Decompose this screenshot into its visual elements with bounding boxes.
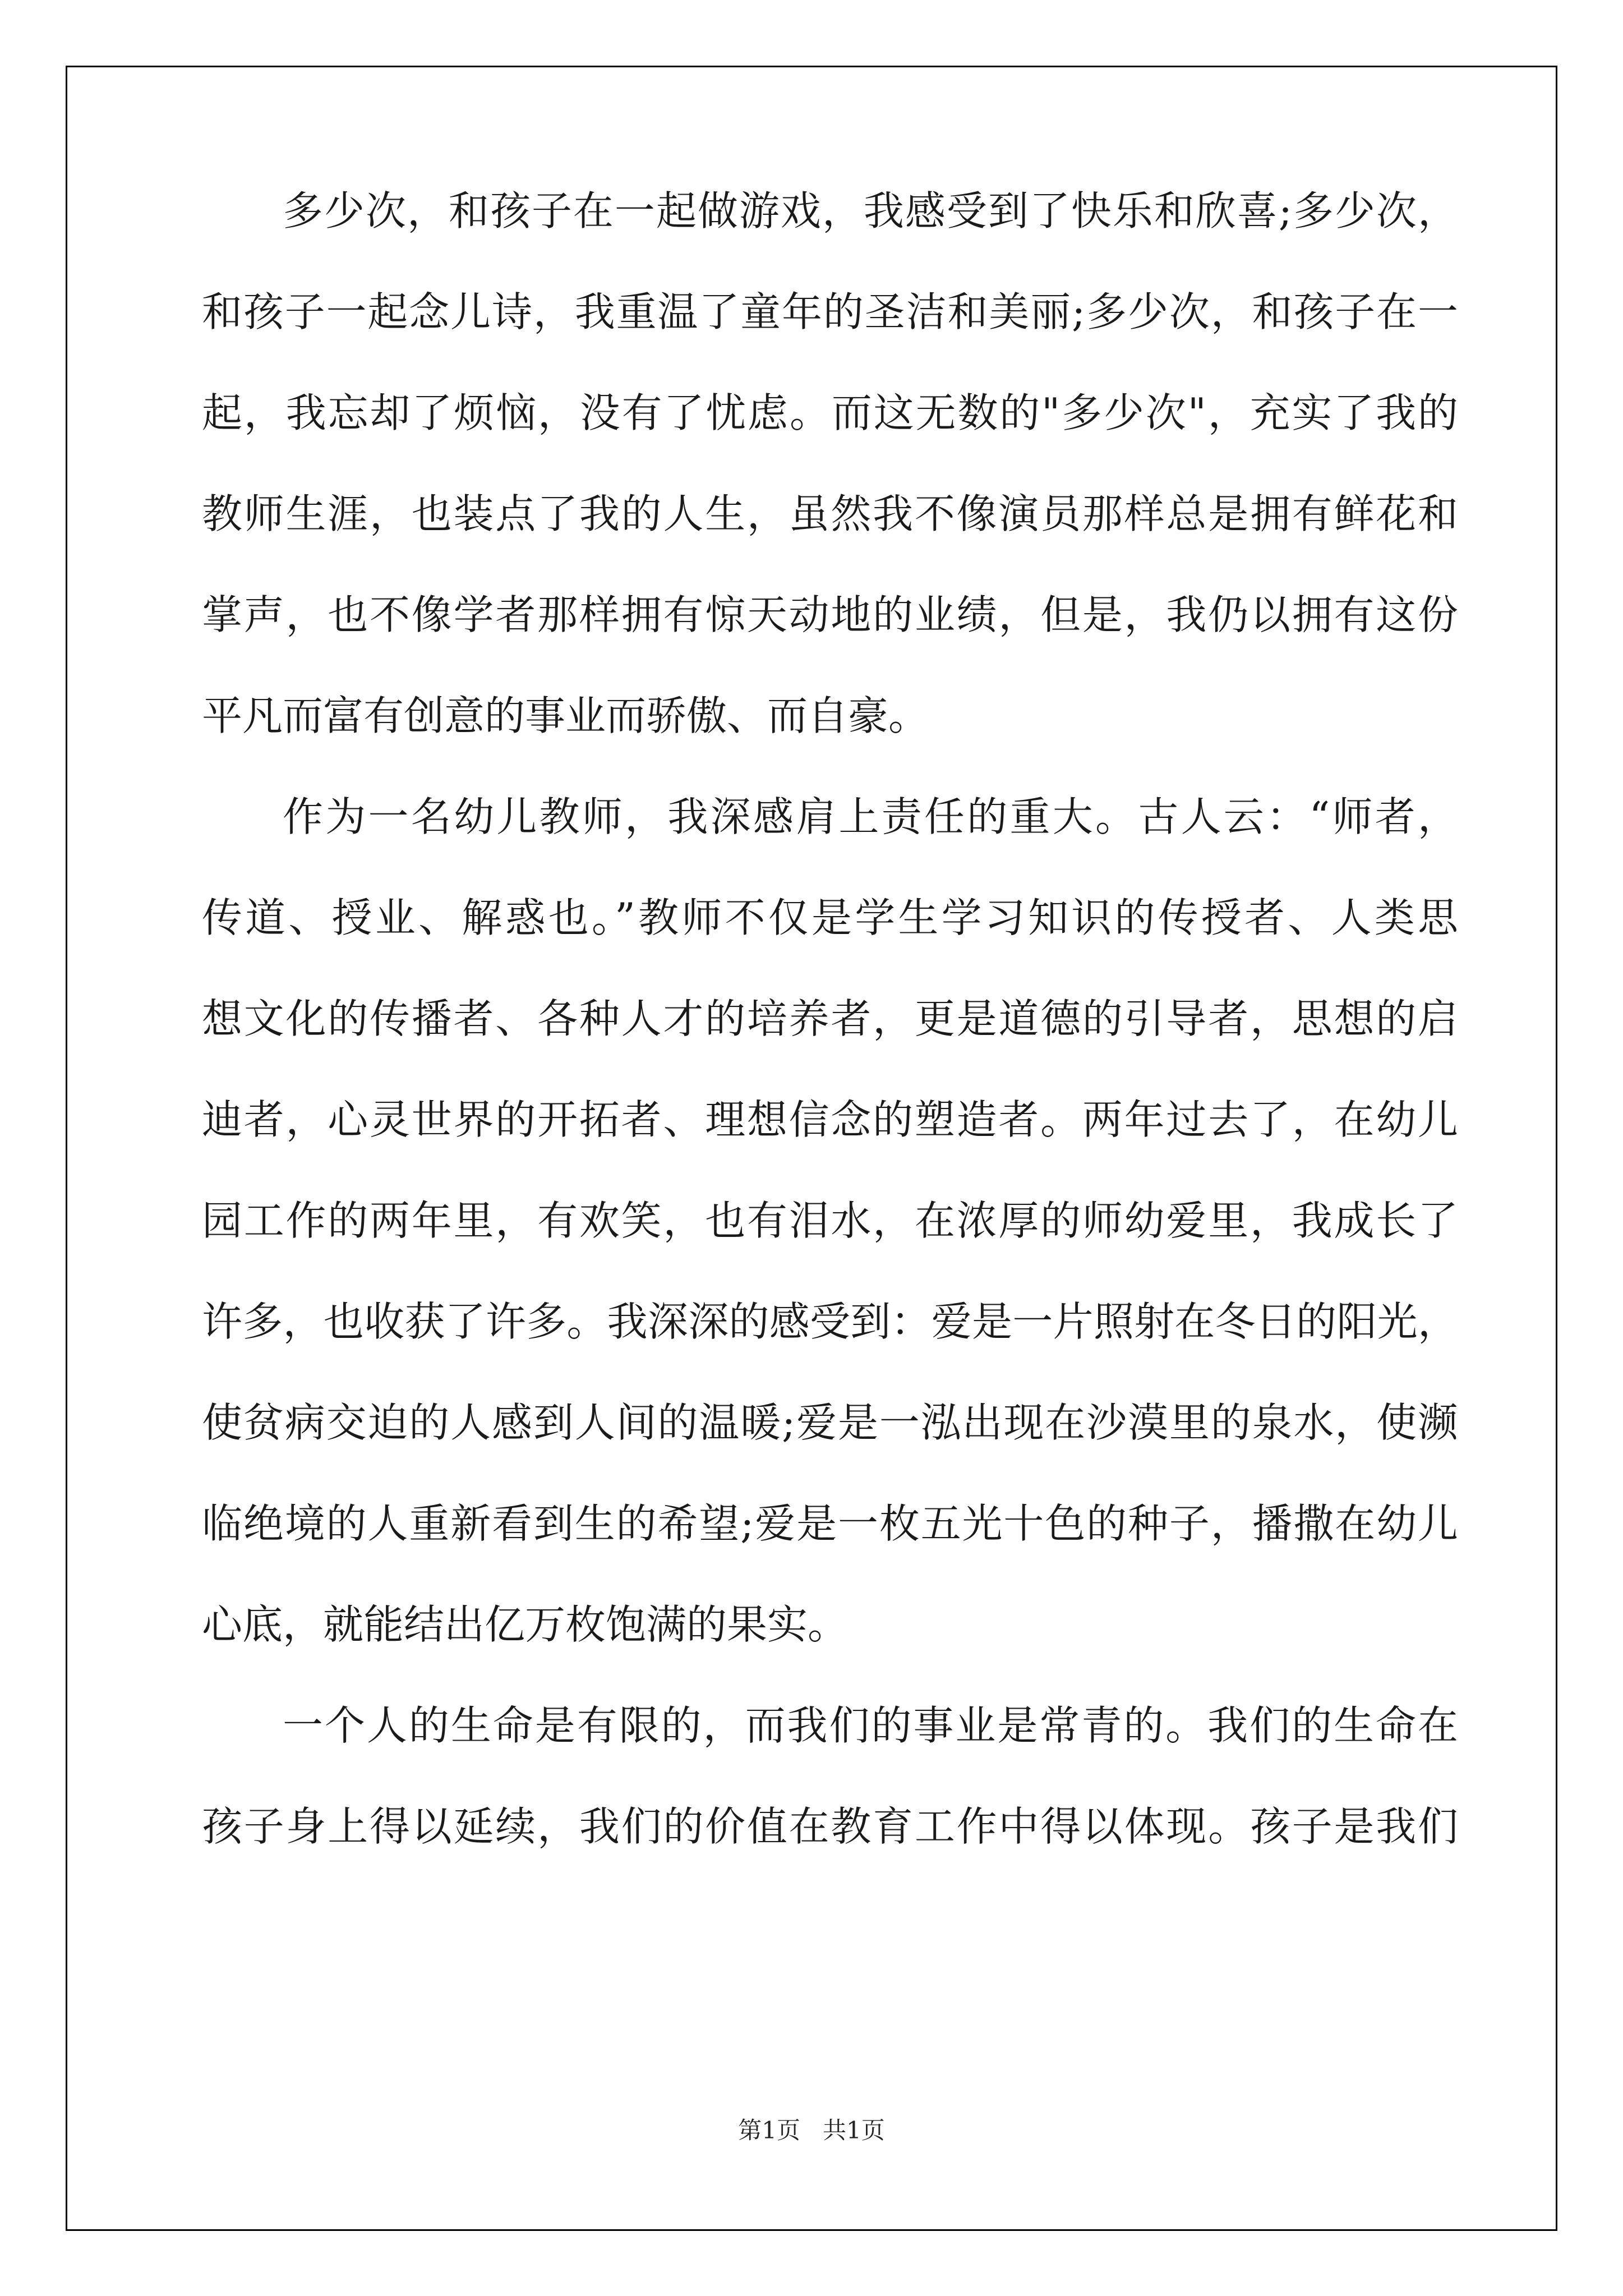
paragraph-2-line-3: 想文化的传播者、各种人才的培养者，更是道德的引导者，思想的启 — [202, 995, 1458, 1042]
paragraph-1-line-2: 和孩子一起念儿诗，我重温了童年的圣洁和美丽;多少次，和孩子在一 — [202, 288, 1458, 335]
paragraph-2-line-9: 心底，就能结出亿万枚饱满的果实。 — [202, 1601, 849, 1648]
paragraph-3-line-1: 一个人的生命是有限的，而我们的事业是常青的。我们的生命在 — [283, 1702, 1458, 1749]
page-footer — [0, 2114, 1623, 2147]
paragraph-1-line-1: 多少次，和孩子在一起做游戏，我感受到了快乐和欣喜;多少次， — [283, 187, 1458, 234]
paragraph-2-line-5: 园工作的两年里，有欢笑，也有泪水，在浓厚的师幼爱里，我成长了 — [202, 1197, 1458, 1244]
paragraph-1-line-6: 平凡而富有创意的事业而骄傲、而自豪。 — [202, 692, 929, 739]
page-number: 第1页 — [738, 2116, 800, 2144]
paragraph-1-line-3: 起，我忘却了烦恼，没有了忧虑。而这无数的"多少次"，充实了我的 — [202, 389, 1458, 436]
paragraph-3-line-2: 孩子身上得以延续，我们的价值在教育工作中得以体现。孩子是我们 — [202, 1803, 1458, 1850]
paragraph-2-line-2: 传道、授业、解惑也。”教师不仅是学生学习知识的传授者、人类思 — [202, 894, 1458, 941]
paragraph-2-line-8: 临绝境的人重新看到生的希望;爱是一枚五光十色的种子，播撒在幼儿 — [202, 1500, 1458, 1547]
paragraph-2-line-4: 迪者，心灵世界的开拓者、理想信念的塑造者。两年过去了，在幼儿 — [202, 1096, 1458, 1143]
paragraph-2-line-6: 许多，也收获了许多。我深深的感受到：爱是一片照射在冬日的阳光， — [202, 1298, 1458, 1345]
paragraph-1-line-4: 教师生涯，也装点了我的人生，虽然我不像演员那样总是拥有鲜花和 — [202, 490, 1458, 537]
paragraph-2-line-7: 使贫病交迫的人感到人间的温暖;爱是一泓出现在沙漠里的泉水，使濒 — [202, 1399, 1458, 1446]
page-total: 共1页 — [823, 2116, 885, 2144]
paragraph-1-line-5: 掌声，也不像学者那样拥有惊天动地的业绩，但是，我仍以拥有这份 — [202, 591, 1458, 638]
paragraph-2-line-1: 作为一名幼儿教师，我深感肩上责任的重大。古人云：“师者， — [283, 793, 1458, 840]
